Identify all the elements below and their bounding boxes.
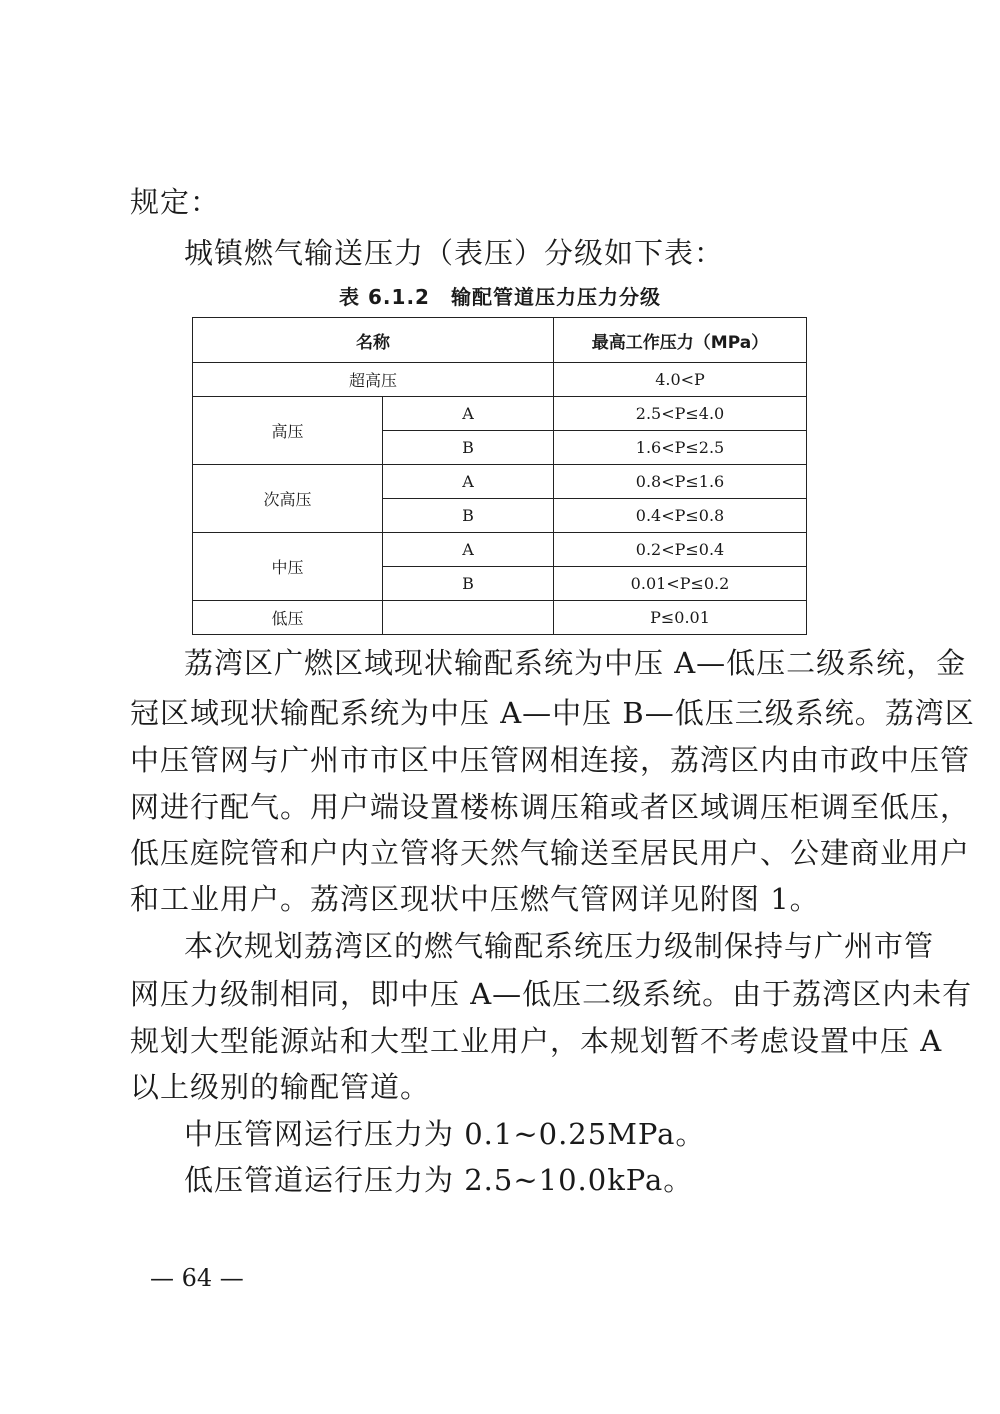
table-row [193, 465, 807, 499]
cell-grade: A [383, 533, 554, 567]
cell-pressure: 0.2<P≤0.4 [554, 533, 807, 567]
table-row [193, 397, 807, 431]
body-line: 网压力级制相同，即中压 A—低压二级系统。由于荔湾区内未有 [130, 977, 973, 1011]
cell-pressure: P≤0.01 [554, 601, 807, 635]
text-line-table-intro: 城镇燃气输送压力（表压）分级如下表： [184, 236, 725, 270]
text-line-specification: 规定： [130, 185, 221, 219]
body-line: 低压庭院管和户内立管将天然气输送至居民用户、公建商业用户 [130, 836, 971, 870]
cell-grade: A [383, 465, 554, 499]
cell-grade [383, 601, 554, 635]
cell-name: 低压 [193, 601, 383, 635]
cell-pressure: 0.4<P≤0.8 [554, 499, 807, 533]
table-caption: 表 6.1.2 输配管道压力压力分级 [339, 285, 661, 309]
body-line: 冠区域现状输配系统为中压 A—中压 B—低压三级系统。荔湾区 [130, 696, 975, 730]
table-row [193, 533, 807, 567]
body-line: 荔湾区广燃区域现状输配系统为中压 A—低压二级系统，金 [184, 646, 967, 680]
header-name: 名称 [193, 318, 554, 363]
body-line: 网进行配气。用户端设置楼栋调压箱或者区域调压柜调至低压， [130, 790, 971, 824]
cell-grade: B [383, 499, 554, 533]
body-line: 规划大型能源站和大型工业用户，本规划暂不考虑设置中压 A [130, 1024, 943, 1058]
cell-grade: B [383, 431, 554, 465]
table-row [193, 363, 807, 397]
body-line: 以上级别的输配管道。 [130, 1070, 431, 1104]
header-pressure: 最高工作压力（MPa） [554, 318, 807, 363]
cell-pressure: 2.5<P≤4.0 [554, 397, 807, 431]
cell-name: 次高压 [193, 465, 383, 533]
cell-grade: B [383, 567, 554, 601]
cell-pressure: 0.01<P≤0.2 [554, 567, 807, 601]
body-line: 本次规划荔湾区的燃气输配系统压力级制保持与广州市管 [184, 929, 935, 963]
cell-name: 中压 [193, 533, 383, 601]
table-row [193, 601, 807, 635]
body-line: 低压管道运行压力为 2.5~10.0kPa。 [184, 1163, 694, 1197]
cell-name: 高压 [193, 397, 383, 465]
pressure-grade-table [192, 317, 807, 635]
body-line: 中压管网运行压力为 0.1~0.25MPa。 [184, 1117, 706, 1151]
cell-pressure: 0.8<P≤1.6 [554, 465, 807, 499]
body-line: 中压管网与广州市市区中压管网相连接，荔湾区内由市政中压管 [130, 743, 971, 777]
table-header-row [193, 318, 807, 363]
cell-pressure: 4.0<P [554, 363, 807, 397]
page-number: — 64 — [150, 1264, 244, 1292]
cell-pressure: 1.6<P≤2.5 [554, 431, 807, 465]
cell-name: 超高压 [193, 363, 554, 397]
body-line: 和工业用户。荔湾区现状中压燃气管网详见附图 1。 [130, 882, 820, 916]
cell-grade: A [383, 397, 554, 431]
